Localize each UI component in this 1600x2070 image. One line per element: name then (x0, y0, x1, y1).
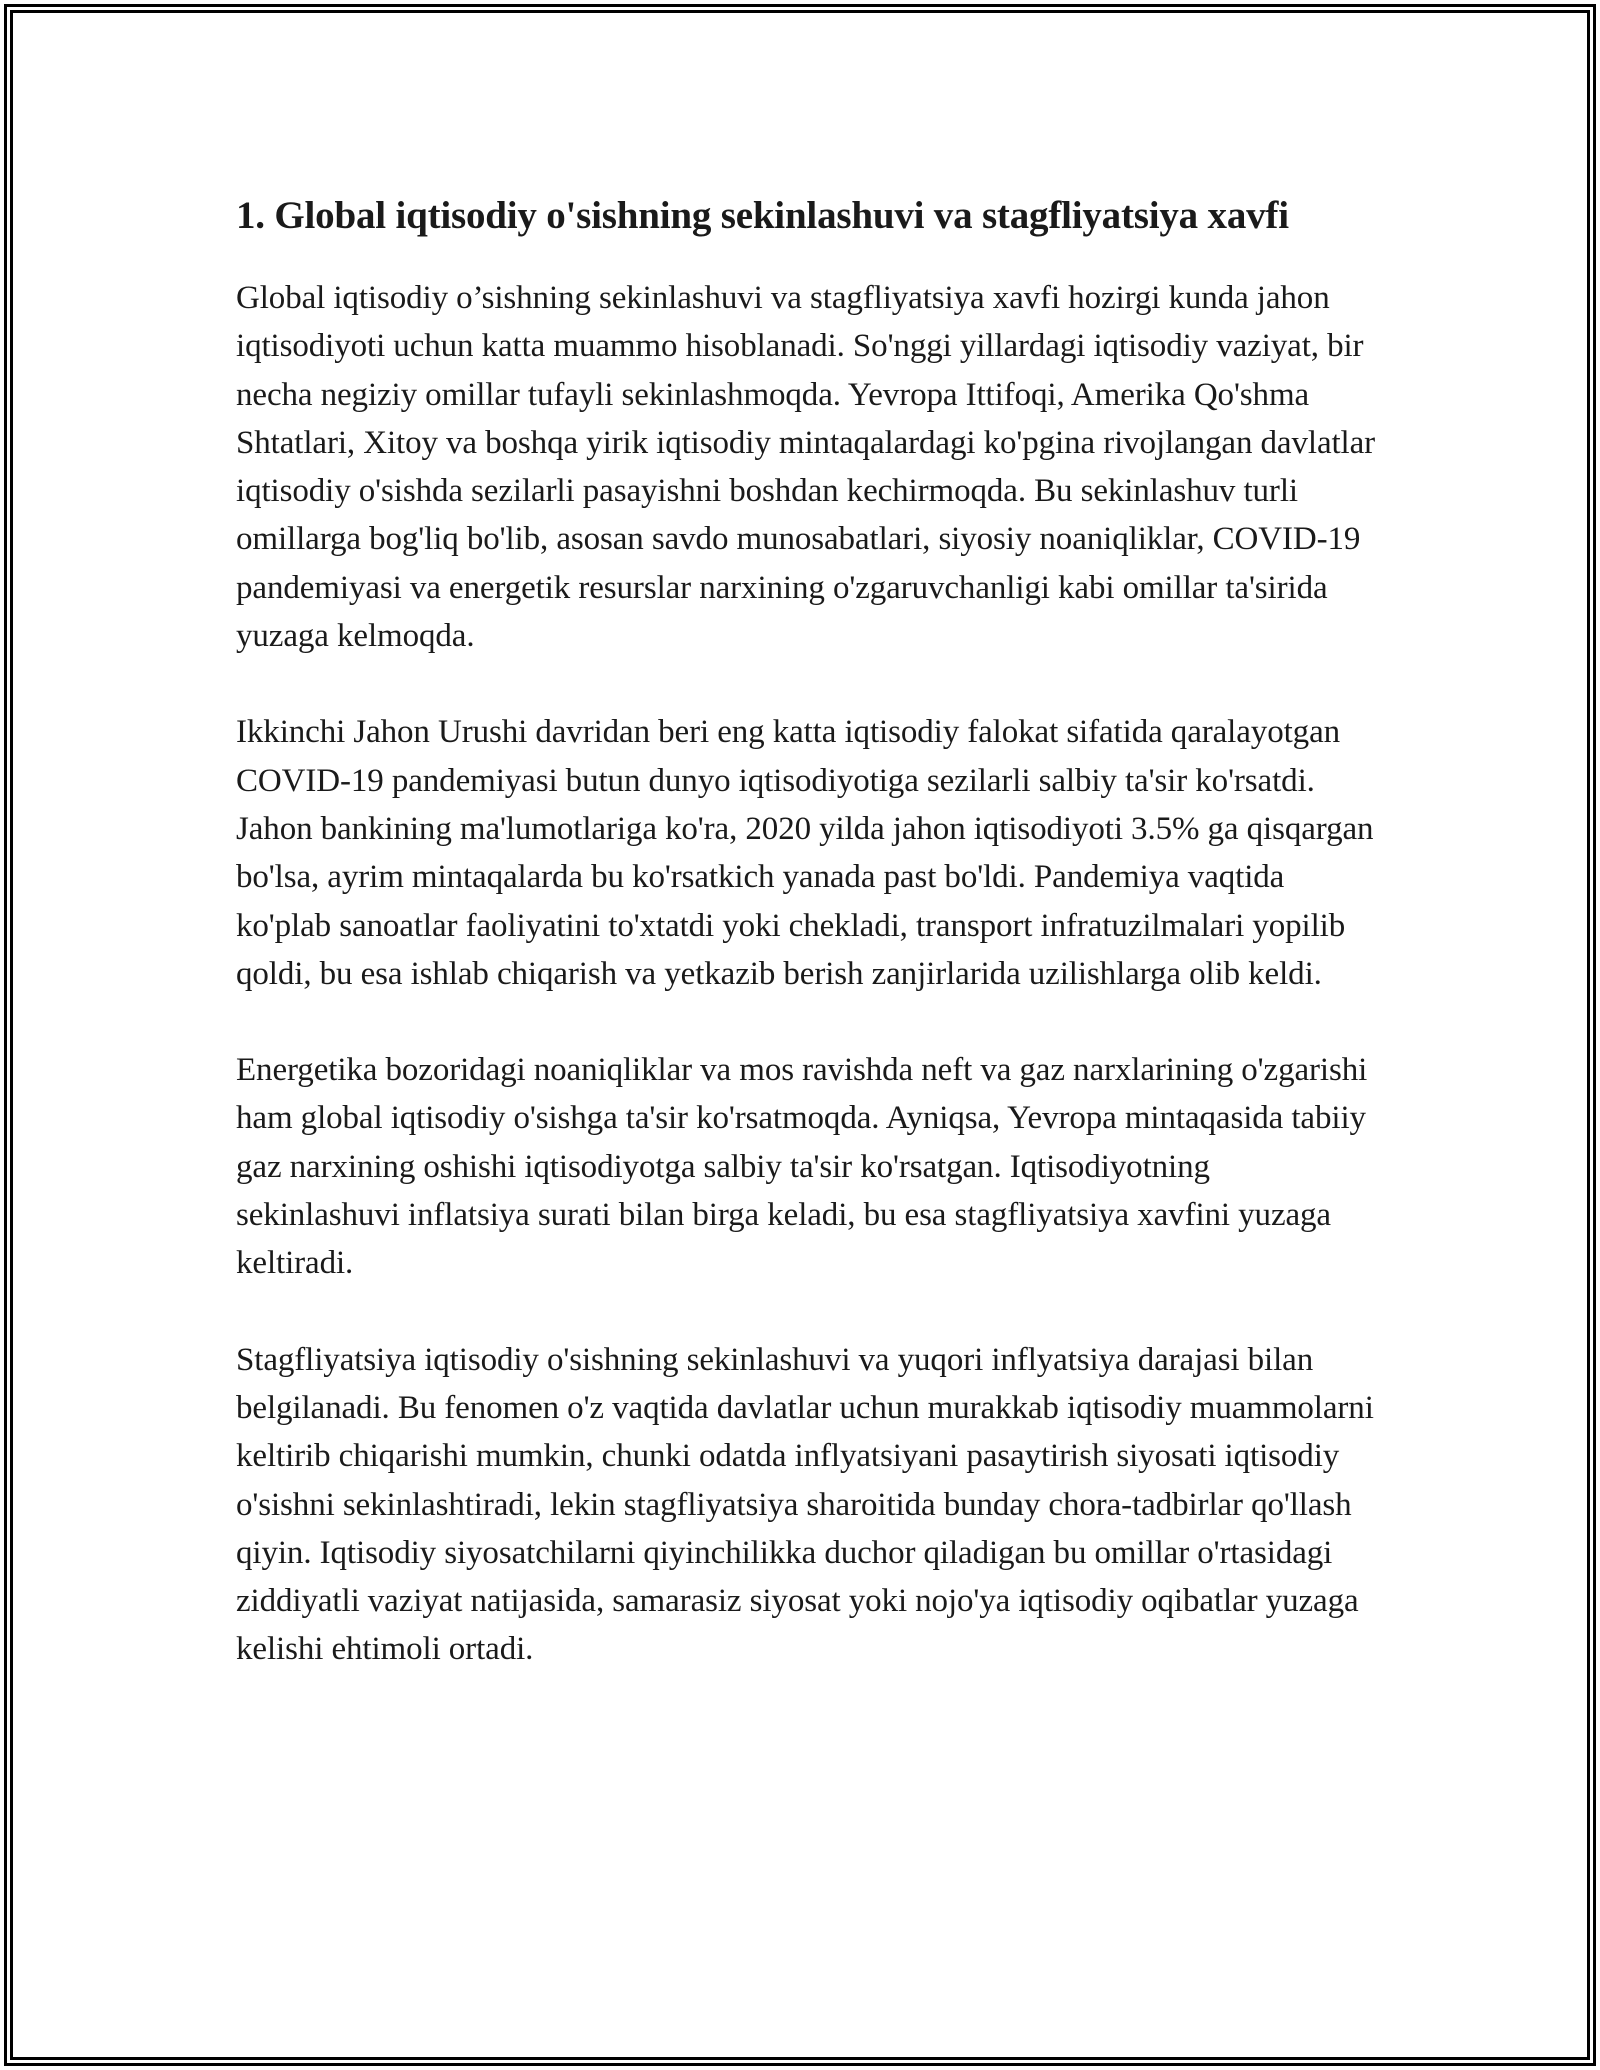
paragraph-2: Ikkinchi Jahon Urushi davridan beri eng katta iqtisodiy falokat sifatida qaralayotgan COVID-19 pandemiyasi butun dunyo iqtisodiyotiga sezilarli salbiy ta'sir ko'rsatdi. Jahon bankining ma'lumotlariga ko'ra, 2020 yilda jahon iqtisodiyoti 3.5% ga qisqargan bo'lsa, ayrim mintaqalarda bu ko'rsatkich yanada past bo'ldi. Pandemiya vaqtida ko'plab sanoatlar faoliyatini to'xtatdi yoki chekladi, transport infratuzilmalari yopilib qoldi, bu esa ishlab chiqarish va yetkazib berish zanjirlarida uzilishlarga olib keldi. (236, 714, 1374, 992)
paragraph-1: Global iqtisodiy o’sishning sekinlashuvi va stagfliyatsiya xavfi hozirgi kunda jahon iqtisodiyoti uchun katta muammo hisoblanadi. So'nggi yillardagi iqtisodiy vaziyat, bir necha negiziy omillar tufayli sekinlashmoqda. Yevropa Ittifoqi, Amerika Qo'shma Shtatlari, Xitoy va boshqa yirik iqtisodiy mintaqalardagi ko'pgina rivojlangan davlatlar iqtisodiy o'sishda sezilarli pasayishni boshdan kechirmoqda. Bu sekinlashuv turli omillarga bog'liq bo'lib, asosan savdo munosabatlari, siyosiy noaniqliklar, COVID-19 pandemiyasi va energetik resurslar narxining o'zgaruvchanligi kabi omillar ta'sirida yuzaga kelmoqda. (236, 280, 1376, 655)
section-heading: 1. Global iqtisodiy o'sishning sekinlashuvi va stagfliyatsiya xavfi (236, 194, 1289, 237)
paragraph-3: Energetika bozoridagi noaniqliklar va mos ravishda neft va gaz narxlarining o'zgarishi ham global iqtisodiy o'sishga ta'sir ko'rsatmoqda. Ayniqsa, Yevropa mintaqasida tabiiy gaz narxining oshishi iqtisodiyotga salbiy ta'sir ko'rsatgan. Iqtisodiyotning sekinlashuvi inflatsiya surati bilan birga keladi, bu esa stagfliyatsiya xavfini yuzaga keltiradi. (236, 1052, 1368, 1282)
paragraph-4: Stagfliyatsiya iqtisodiy o'sishning sekinlashuvi va yuqori inflyatsiya darajasi bilan belgilanadi. Bu fenomen o'z vaqtida davlatlar uchun murakkab iqtisodiy muammolarni keltirib chiqarishi mumkin, chunki odatda inflyatsiyani pasaytirish siyosati iqtisodiy o'sishni sekinlashtiradi, lekin stagfliyatsiya sharoitida bunday chora-tadbirlar qo'llash qiyin. Iqtisodiy siyosatchilarni qiyinchilikka duchor qiladigan bu omillar o'rtasidagi ziddiyatli vaziyat natijasida, samarasiz siyosat yoki nojo'ya iqtisodiy oqibatlar yuzaga kelishi ehtimoli ortadi. (236, 1341, 1374, 1668)
document-body (236, 188, 1376, 1722)
